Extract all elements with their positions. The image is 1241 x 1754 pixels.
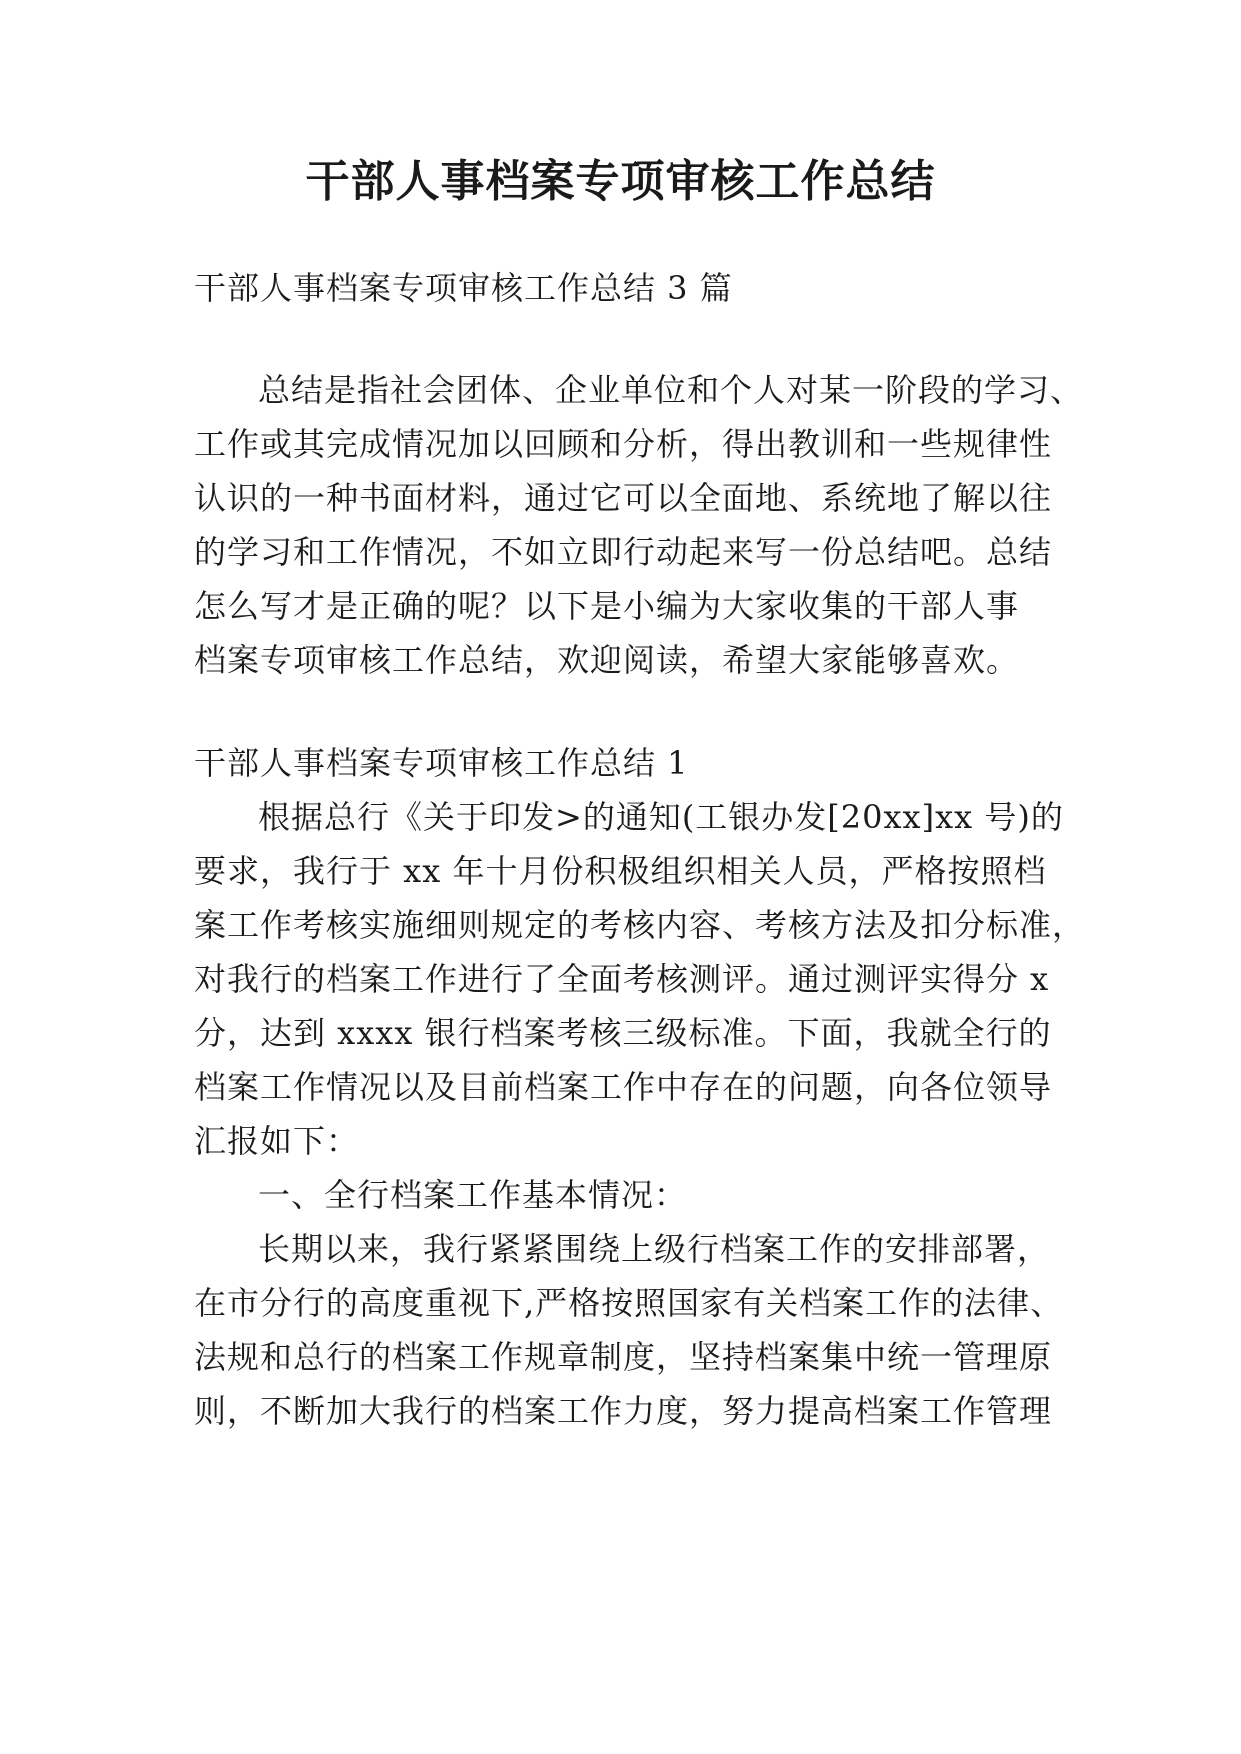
intro-line: 档案专项审核工作总结，欢迎阅读，希望大家能够喜欢。 — [194, 641, 1020, 679]
body-line: 则，不断加大我行的档案工作力度，努力提高档案工作管理 — [194, 1392, 1053, 1430]
intro-line: 总结是指社会团体、企业单位和个人对某一阶段的学习、 — [258, 371, 1084, 409]
body-line: 分，达到 xxxx 银行档案考核三级标准。下面，我就全行的 — [194, 1014, 1052, 1052]
document-subtitle: 干部人事档案专项审核工作总结 3 篇 — [194, 269, 733, 307]
body-line: 一、全行档案工作基本情况： — [258, 1176, 688, 1214]
body-line: 档案工作情况以及目前档案工作中存在的问题，向各位领导 — [194, 1068, 1053, 1106]
body-line: 案工作考核实施细则规定的考核内容、考核方法及扣分标准， — [194, 906, 1086, 944]
section-title: 干部人事档案专项审核工作总结 1 — [194, 744, 689, 782]
intro-line: 怎么写才是正确的呢？以下是小编为大家收集的干部人事 — [194, 587, 1020, 625]
document-title: 干部人事档案专项审核工作总结 — [305, 156, 936, 207]
intro-line: 认识的一种书面材料，通过它可以全面地、系统地了解以往 — [194, 479, 1053, 517]
intro-line: 工作或其完成情况加以回顾和分析，得出教训和一些规律性 — [194, 425, 1053, 463]
body-line: 法规和总行的档案工作规章制度，坚持档案集中统一管理原 — [194, 1338, 1053, 1376]
body-line: 根据总行《关于印发>的通知(工银办发[20xx]xx 号)的 — [258, 798, 1064, 836]
body-line: 长期以来，我行紧紧围绕上级行档案工作的安排部署， — [258, 1230, 1051, 1268]
intro-line: 的学习和工作情况，不如立即行动起来写一份总结吧。总结 — [194, 533, 1053, 571]
body-line: 对我行的档案工作进行了全面考核测评。通过测评实得分 x — [194, 960, 1050, 998]
body-line: 要求，我行于 xx 年十月份积极组织相关人员，严格按照档 — [194, 852, 1047, 890]
body-line: 汇报如下： — [194, 1122, 360, 1160]
body-line: 在市分行的高度重视下,严格按照国家有关档案工作的法律、 — [194, 1284, 1064, 1322]
